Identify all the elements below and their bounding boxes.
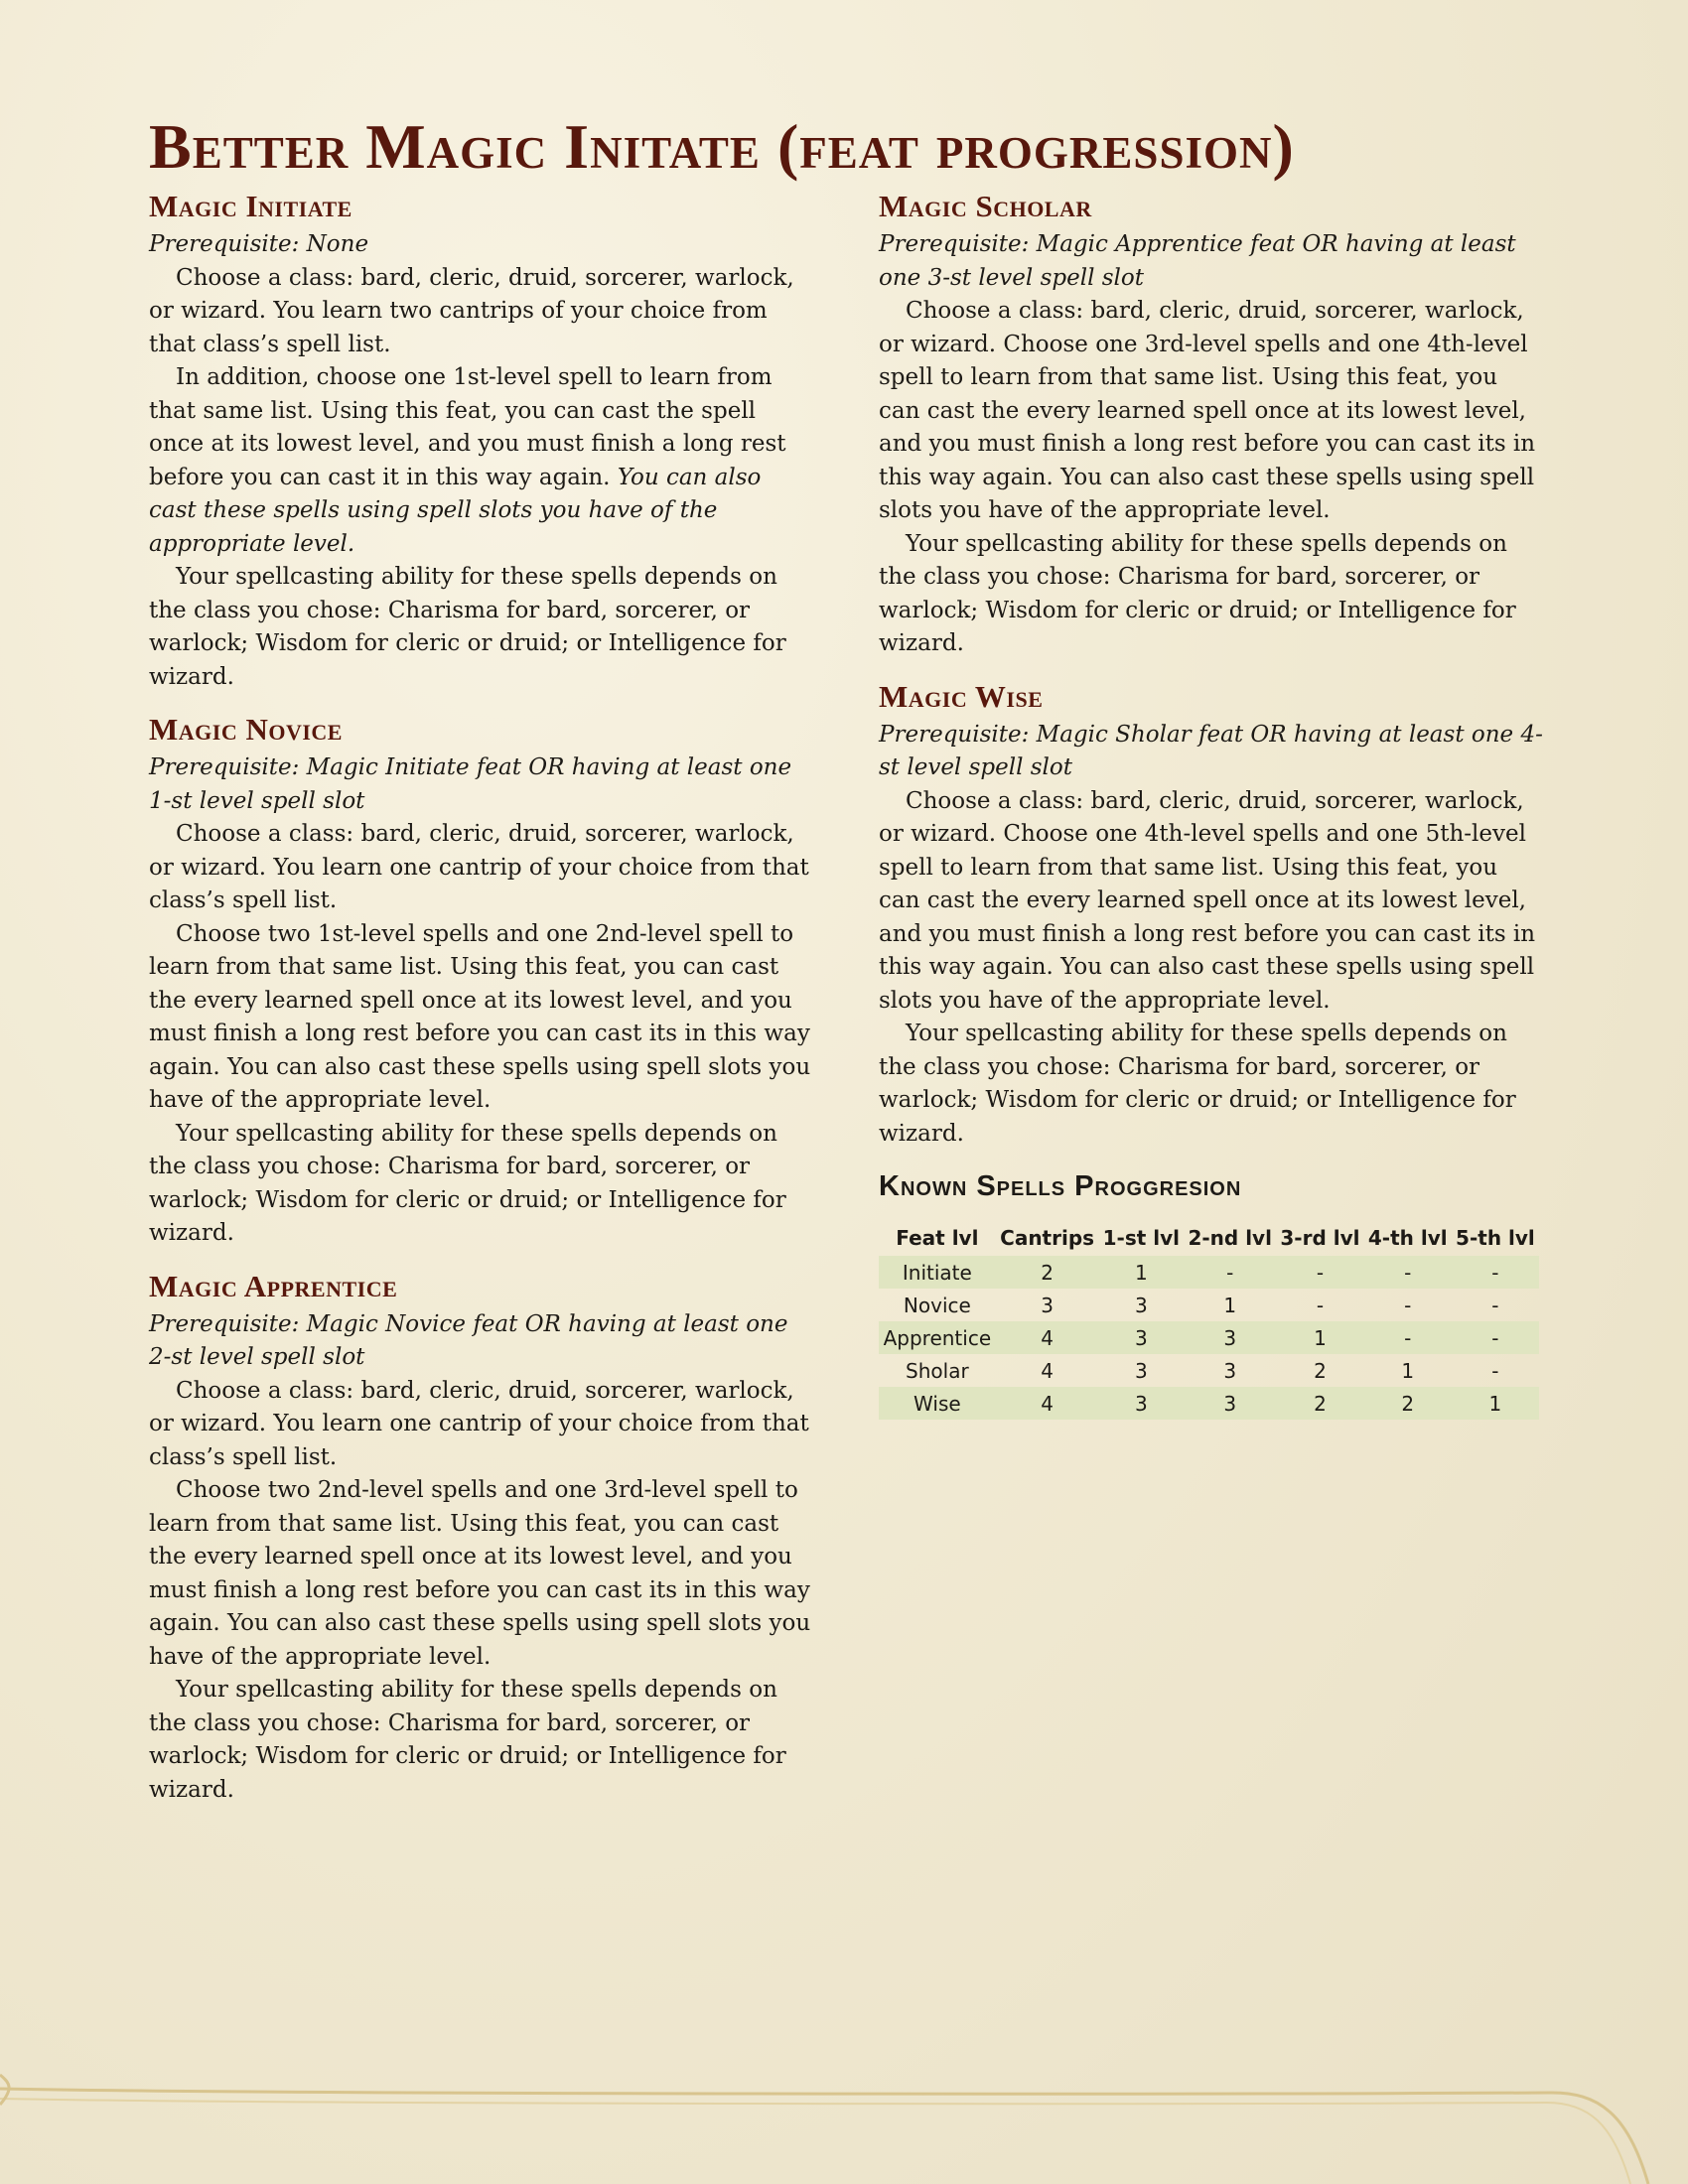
table-cell: Sholar (906, 1358, 969, 1383)
section-magic-apprentice (149, 1267, 814, 1808)
table-row (879, 1256, 1539, 1289)
table-row (879, 1289, 1539, 1321)
table-cell: - (1491, 1293, 1499, 1317)
table-cell: 3 (1041, 1293, 1054, 1317)
table-cell: Initiate (902, 1260, 972, 1285)
table-cell: 4 (1041, 1391, 1054, 1416)
table-cell: 3 (1134, 1391, 1148, 1416)
table-cell: 3 (1223, 1358, 1237, 1383)
paragraph: Choose two 1st-level spells and one 2nd-level spell to learn from that same list. Using this feat, you can cast the every learned spell once at its lowest level, and you must finish a long rest before you can cast its in this way again. You can also cast these spells using spell slots you have of the appropriate level. (149, 920, 811, 1113)
column-header: Cantrips (1000, 1226, 1095, 1250)
table-row (879, 1387, 1539, 1420)
table-cell: - (1316, 1260, 1325, 1285)
column-header: Feat lvl (896, 1226, 979, 1250)
paragraph-emphasis: You can also cast these spells using spell slots you have of the appropriate level. (149, 464, 762, 557)
table-cell: - (1491, 1260, 1499, 1285)
table-cell: 1 (1223, 1293, 1237, 1317)
column-header: 5-th lvl (1456, 1226, 1535, 1250)
table-cell: 2 (1314, 1391, 1327, 1416)
prerequisite: Prerequisite: Magic Sholar feat OR having at least one 4-st level spell slot (879, 721, 1543, 780)
table-cell: Wise (914, 1391, 961, 1416)
table-cell: 2 (1401, 1391, 1415, 1416)
column-header: 1-st lvl (1102, 1226, 1181, 1250)
paragraph (149, 361, 814, 561)
paragraph: Your spellcasting ability for these spells depends on the class you chose: Charisma for bard, sorcerer, or warlock; Wisdom for cleric or druid; or Intelligence for wizard. (879, 530, 1516, 656)
table-heading: Known Spells Proggresion (879, 1170, 1242, 1202)
page-title: Better Magic Initate (feat progression) (149, 111, 1295, 182)
table-cell: - (1226, 1260, 1234, 1285)
table-cell: 2 (1041, 1260, 1054, 1285)
table-cell: 1 (1134, 1260, 1148, 1285)
paragraph: Your spellcasting ability for these spells depends on the class you chose: Charisma for bard, sorcerer, or warlock; Wisdom for cleric or druid; or Intelligence for wizard. (149, 564, 786, 690)
prerequisite: Prerequisite: None (149, 231, 369, 257)
paragraph: Choose a class: bard, cleric, druid, sorcerer, warlock, or wizard. Choose one 3rd-level spells and one 4th-level spell to learn from that same list. Using this feat, you can cast the every learned spell once at its lowest level, and you must finish a long rest before you can cast its in this way again. You can also cast these spells using spell slots you have of the appropriate level. (879, 298, 1536, 523)
paragraph: Choose a class: bard, cleric, druid, sorcerer, warlock, or wizard. Choose one 4th-level spells and one 5th-level spell to learn from that same list. Using this feat, you can cast the every learned spell once at its lowest level, and you must finish a long rest before you can cast its in this way again. You can also cast these spells using spell slots you have of the appropriate level. (879, 787, 1536, 1014)
paragraph: Choose two 2nd-level spells and one 3rd-level spell to learn from that same list. Using this feat, you can cast the every learned spell once at its lowest level, and you must finish a long rest before you can cast its in this way again. You can also cast these spells using spell slots you have of the appropriate level. (149, 1477, 811, 1670)
prerequisite: Prerequisite: Magic Novice feat OR having at least one 2-st level spell slot (149, 1310, 788, 1370)
table-cell: 1 (1488, 1391, 1502, 1416)
paragraph-text: In addition, choose one 1st-level spell to learn from that same list. Using this feat, you can cast the spell once at its lowest level, and you must finish a long rest before you can cast it in this way again. (149, 364, 786, 490)
table-cell: Apprentice (883, 1325, 992, 1350)
section-magic-wise (879, 677, 1544, 1152)
paragraph: Your spellcasting ability for these spells depends on the class you chose: Charisma for bard, sorcerer, or warlock; Wisdom for cleric or druid; or Intelligence for wizard. (149, 1120, 786, 1246)
section-magic-initiate (149, 187, 814, 694)
paragraph: Choose a class: bard, cleric, druid, sorcerer, warlock, or wizard. You learn one cantrip of your choice from that class’s spell list. (149, 1377, 809, 1470)
table-cell: Novice (903, 1293, 971, 1317)
table-cell: - (1404, 1325, 1412, 1350)
section-heading: Magic Wise (879, 678, 1044, 714)
table-header-row (879, 1220, 1539, 1256)
prerequisite: Prerequisite: Magic Apprentice feat OR having at least one 3-st level spell slot (879, 231, 1516, 291)
column-header: 3-rd lvl (1280, 1226, 1360, 1250)
table-cell: 1 (1314, 1325, 1327, 1350)
known-spells-table-block (879, 1166, 1544, 1420)
table-cell: - (1491, 1325, 1499, 1350)
table-cell: - (1404, 1260, 1412, 1285)
table-cell: 4 (1041, 1358, 1054, 1383)
paragraph: Your spellcasting ability for these spells depends on the class you chose: Charisma for bard, sorcerer, or warlock; Wisdom for cleric or druid; or Intelligence for wizard. (879, 1021, 1516, 1147)
footer-curve-inner (0, 2099, 1630, 2184)
column-header: 4-th lvl (1367, 1226, 1448, 1250)
table-cell: - (1404, 1293, 1412, 1317)
right-column (879, 187, 1544, 1420)
table-cell: 4 (1041, 1325, 1054, 1350)
section-heading: Magic Initiate (149, 189, 352, 223)
section-magic-scholar (879, 187, 1544, 661)
table-cell: 3 (1134, 1358, 1148, 1383)
table-cell: - (1491, 1358, 1499, 1383)
paragraph: Choose a class: bard, cleric, druid, sorcerer, warlock, or wizard. You learn two cantrips of your choice from that class’s spell list. (149, 264, 794, 357)
paragraph: Your spellcasting ability for these spells depends on the class you chose: Charisma for bard, sorcerer, or warlock; Wisdom for cleric or druid; or Intelligence for wizard. (149, 1677, 786, 1803)
section-heading: Magic Scholar (879, 189, 1092, 223)
section-heading: Magic Apprentice (149, 1268, 398, 1303)
table-row (879, 1354, 1539, 1387)
table-cell: 3 (1223, 1325, 1237, 1350)
table-cell: 1 (1401, 1358, 1415, 1383)
paragraph: Choose a class: bard, cleric, druid, sorcerer, warlock, or wizard. You learn one cantrip of your choice from that class’s spell list. (149, 821, 809, 913)
section-magic-novice (149, 710, 814, 1251)
left-column (149, 187, 814, 1823)
table-cell: 2 (1314, 1358, 1327, 1383)
prerequisite: Prerequisite: Magic Initiate feat OR having at least one 1-st level spell slot (149, 754, 792, 814)
column-header: 2-nd lvl (1188, 1226, 1272, 1250)
table-row (879, 1321, 1539, 1354)
section-heading: Magic Novice (149, 712, 343, 747)
table-cell: 3 (1223, 1391, 1237, 1416)
decorative-footer-border (0, 2065, 1688, 2184)
table-cell: 3 (1134, 1293, 1148, 1317)
table-cell: - (1316, 1293, 1325, 1317)
table-cell: 3 (1134, 1325, 1148, 1350)
known-spells-table (879, 1220, 1539, 1420)
